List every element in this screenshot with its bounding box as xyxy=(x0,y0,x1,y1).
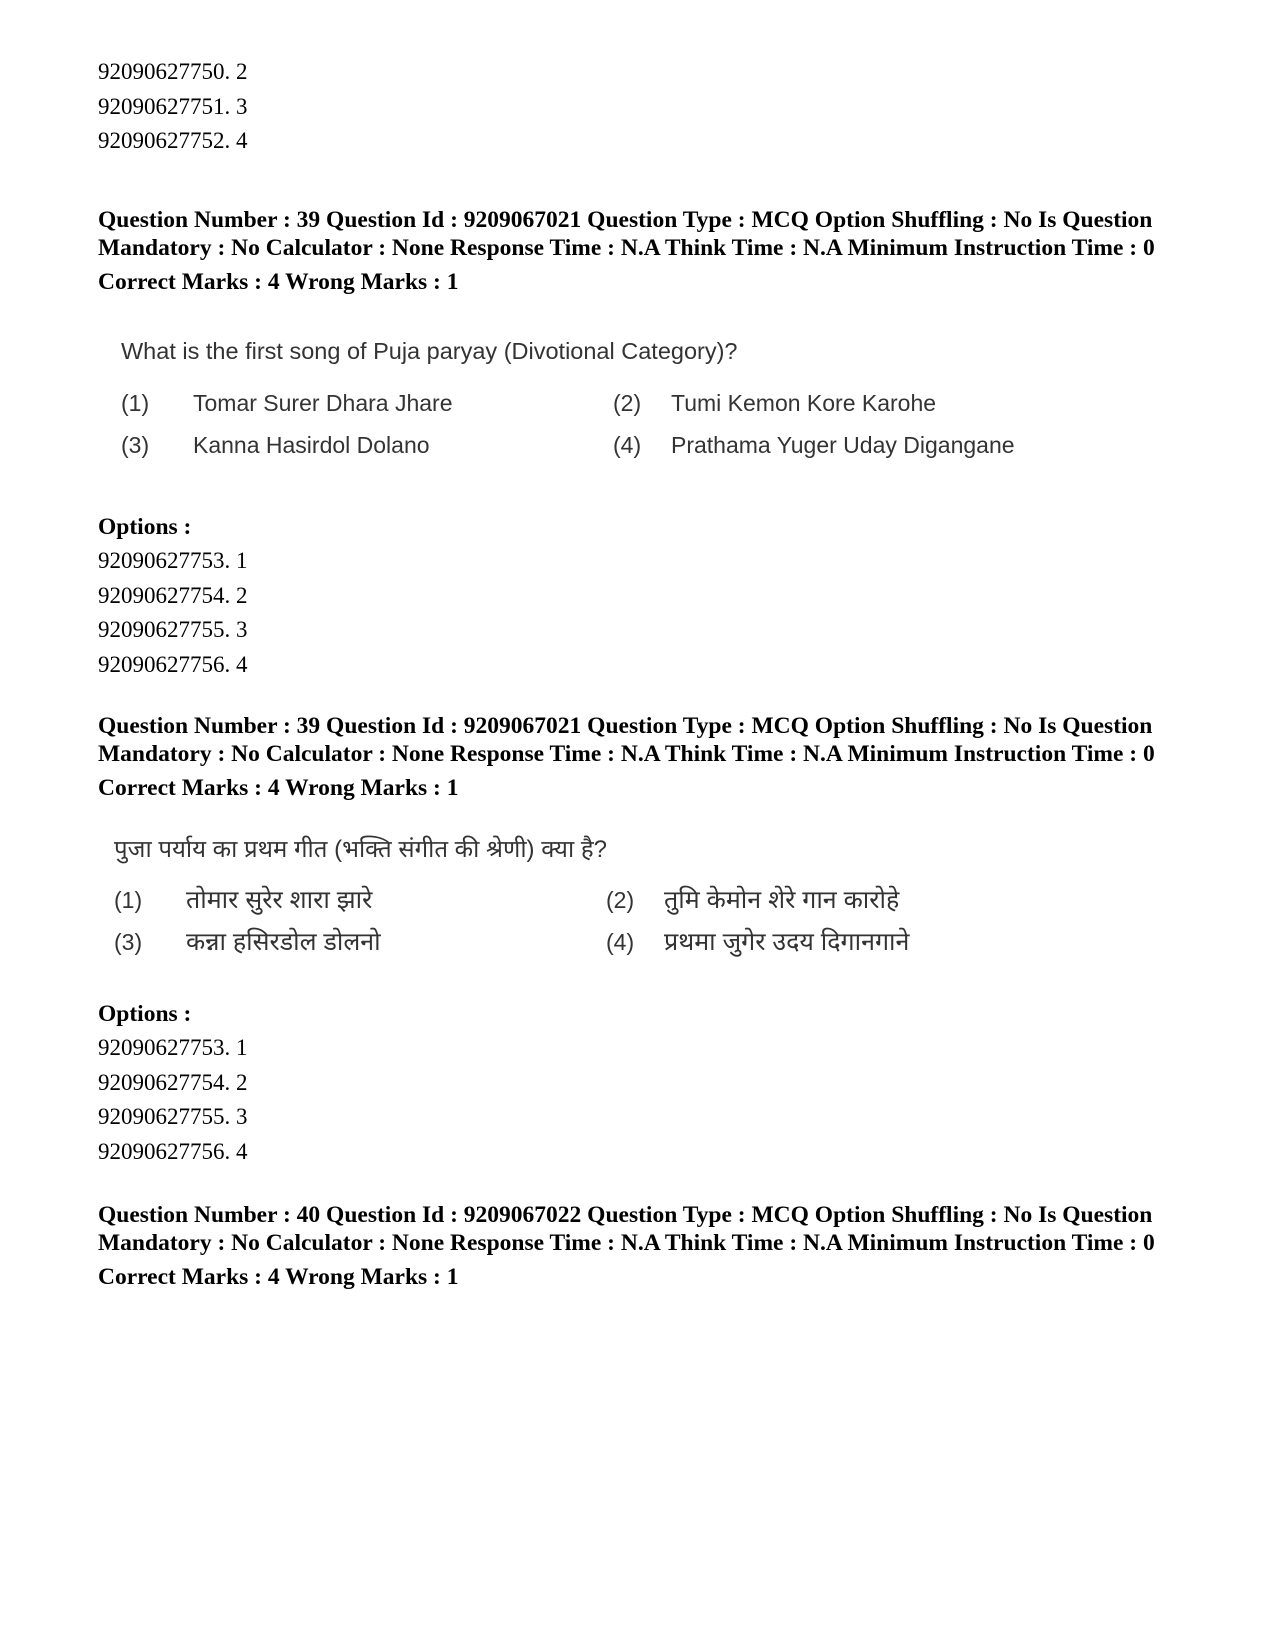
question-39-english-options xyxy=(98,510,1188,682)
choice-number: (1) xyxy=(114,887,143,913)
option-line: 92090627753. 1 xyxy=(98,548,248,573)
question-39-hindi-header xyxy=(98,712,1188,802)
choice-number: (1) xyxy=(121,390,150,416)
options-label: Options : xyxy=(98,1001,192,1027)
question-header: Question Number : 39 Question Id : 9209067021 Question Type : MCQ Option Shuffling : No Is Question Mandatory : No Calculator : None Response Time : N.A Think Time : N.A Minimum Instruction Time : 0 xyxy=(98,713,1155,767)
choice-number: (3) xyxy=(114,929,143,955)
option-line: 92090627752. 4 xyxy=(98,128,248,153)
option-line: 92090627756. 4 xyxy=(98,1138,248,1164)
question-text: What is the first song of Puja paryay (Divotional Category)? xyxy=(121,338,738,364)
choice-number: (2) xyxy=(606,887,635,913)
question-39-hindi-body xyxy=(98,835,1098,957)
option-line: 92090627754. 2 xyxy=(98,1069,248,1095)
choice-number: (4) xyxy=(613,432,642,458)
choice-text: Prathama Yuger Uday Digangane xyxy=(671,432,1015,458)
choice-text: तोमार सुरेर शारा झारे xyxy=(186,886,373,914)
choice-grid xyxy=(121,388,1098,460)
choice-text: प्रथमा जुगेर उदय दिगानगाने xyxy=(664,928,910,956)
choice-number: (4) xyxy=(606,929,635,955)
options-label: Options : xyxy=(98,514,192,540)
choice-grid xyxy=(114,885,1098,957)
choice-text: कन्ना हसिरडोल डोलनो xyxy=(186,928,381,956)
choice-text: Tumi Kemon Kore Karohe xyxy=(671,390,937,416)
question-header: Question Number : 40 Question Id : 9209067022 Question Type : MCQ Option Shuffling : No Is Question Mandatory : No Calculator : None Response Time : N.A Think Time : N.A Minimum Instruction Time : 0 xyxy=(98,1202,1155,1256)
choice-text: Tomar Surer Dhara Jhare xyxy=(193,390,453,416)
choice-number: (2) xyxy=(613,390,642,416)
choice-text: Kanna Hasirdol Dolano xyxy=(193,432,430,458)
question-40-header xyxy=(98,1201,1188,1291)
option-line: 92090627754. 2 xyxy=(98,582,248,608)
choice-text: तुमि केमोन शेरे गान कारोहे xyxy=(664,886,900,914)
marks-line: Correct Marks : 4 Wrong Marks : 1 xyxy=(98,269,459,295)
option-line: 92090627751. 3 xyxy=(98,93,248,119)
marks-line: Correct Marks : 4 Wrong Marks : 1 xyxy=(98,775,459,801)
marks-line: Correct Marks : 4 Wrong Marks : 1 xyxy=(98,1264,459,1290)
question-39-hindi-options xyxy=(98,997,1188,1169)
question-text: पुजा पर्याय का प्रथम गीत (भक्ति संगीत की श्रेणी) क्या है? xyxy=(114,836,607,863)
question-header: Question Number : 39 Question Id : 9209067021 Question Type : MCQ Option Shuffling : No Is Question Mandatory : No Calculator : None Response Time : N.A Think Time : N.A Minimum Instruction Time : 0 xyxy=(98,207,1155,261)
option-line: 92090627753. 1 xyxy=(98,1035,248,1060)
option-line: 92090627750. 2 xyxy=(98,59,248,84)
question-39-english-body xyxy=(98,336,1098,460)
option-line: 92090627755. 3 xyxy=(98,617,248,642)
choice-number: (3) xyxy=(121,432,150,458)
option-line: 92090627755. 3 xyxy=(98,1104,248,1129)
question-39-english-header xyxy=(98,206,1188,296)
option-line: 92090627756. 4 xyxy=(98,651,248,677)
previous-options-list xyxy=(98,55,1188,159)
